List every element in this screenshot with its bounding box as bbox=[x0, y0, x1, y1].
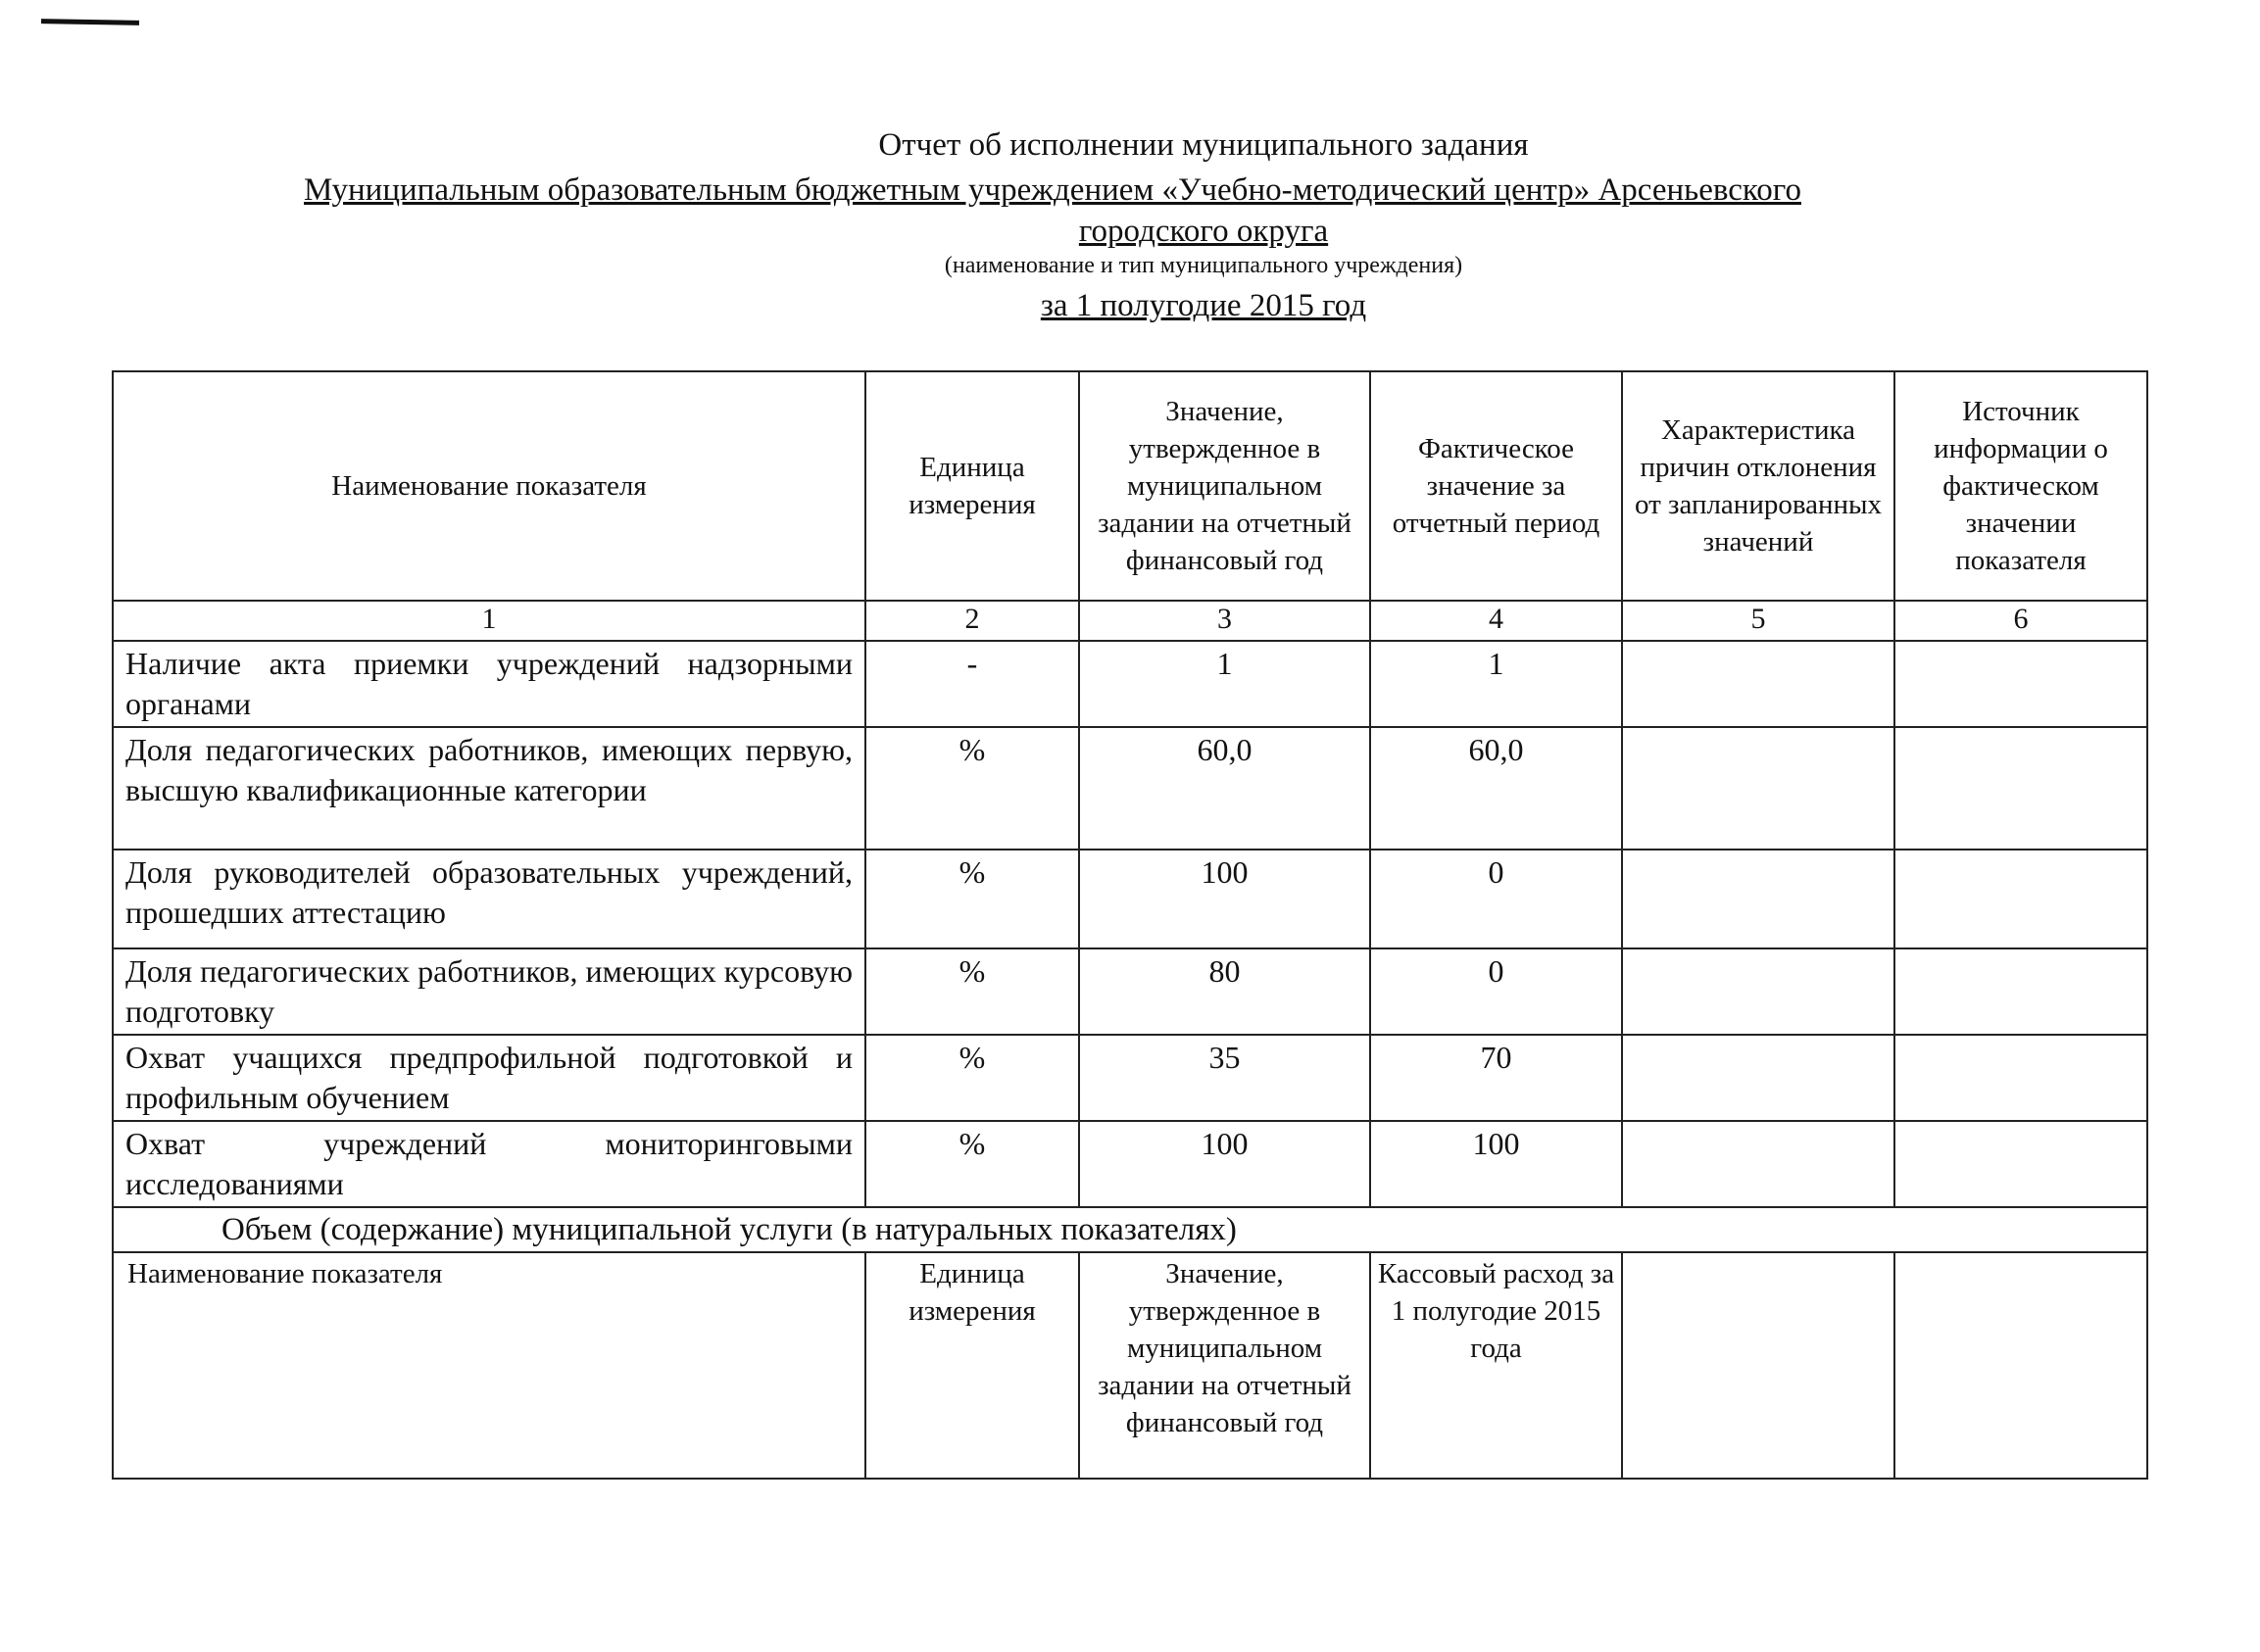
unit: % bbox=[865, 850, 1079, 948]
indicator-name: Доля руководителей образовательных учреждений, прошедших аттестацию bbox=[113, 850, 865, 948]
header-cell: Фактическое значение за отчетный период bbox=[1370, 371, 1622, 601]
header-cell: Наименование показателя bbox=[113, 371, 865, 601]
header-cell: Значение, утвержденное в муниципальном задании на отчетный финансовый год bbox=[1079, 371, 1370, 601]
unit: % bbox=[865, 1121, 1079, 1207]
indicator-name: Доля педагогических работников, имеющих курсовую подготовку bbox=[113, 948, 865, 1035]
unit: % bbox=[865, 948, 1079, 1035]
institution-name: Муниципальным образовательным бюджетным учреждением «Учебно-методический центр» Арсеньевского bbox=[304, 172, 1801, 208]
column-number: 5 bbox=[1622, 601, 1894, 641]
volume-header-row bbox=[113, 1252, 2147, 1479]
report-title: Отчет об исполнении муниципального задания bbox=[878, 127, 1529, 163]
header-cell: Характеристика причин отклонения от запланированных значений bbox=[1622, 371, 1894, 601]
plan-value: 100 bbox=[1079, 1121, 1370, 1207]
header-cell: Источник информации о фактическом значении показателя bbox=[1894, 371, 2147, 601]
indicator-name: Доля педагогических работников, имеющих первую, высшую квалификационные категории bbox=[113, 727, 865, 850]
report-period: за 1 полугодие 2015 год bbox=[1040, 288, 1367, 323]
header-cell: Значение, утвержденное в муниципальном задании на отчетный финансовый год bbox=[1079, 1252, 1370, 1479]
column-number: 4 bbox=[1370, 601, 1622, 641]
source bbox=[1894, 1121, 2147, 1207]
column-number: 6 bbox=[1894, 601, 2147, 641]
fact-value: 0 bbox=[1370, 948, 1622, 1035]
table-row bbox=[113, 641, 2147, 727]
fact-value: 1 bbox=[1370, 641, 1622, 727]
reason bbox=[1622, 641, 1894, 727]
indicator-name: Охват учащихся предпрофильной подготовкой и профильным обучением bbox=[113, 1035, 865, 1121]
header-row bbox=[113, 371, 2147, 601]
reason bbox=[1622, 1121, 1894, 1207]
empty-cell bbox=[1622, 1252, 1894, 1479]
source bbox=[1894, 641, 2147, 727]
table-row bbox=[113, 727, 2147, 850]
reason bbox=[1622, 727, 1894, 850]
column-number-row bbox=[113, 601, 2147, 641]
unit: - bbox=[865, 641, 1079, 727]
unit: % bbox=[865, 727, 1079, 850]
column-number: 3 bbox=[1079, 601, 1370, 641]
table-row bbox=[113, 1035, 2147, 1121]
fact-value: 60,0 bbox=[1370, 727, 1622, 850]
header-cell: Единица измерения bbox=[865, 371, 1079, 601]
header-cell: Единица измерения bbox=[865, 1252, 1079, 1479]
source bbox=[1894, 727, 2147, 850]
source bbox=[1894, 1035, 2147, 1121]
unit: % bbox=[865, 1035, 1079, 1121]
reason bbox=[1622, 1035, 1894, 1121]
section-title: Объем (содержание) муниципальной услуги (в натуральных показателях) bbox=[113, 1207, 2147, 1252]
plan-value: 1 bbox=[1079, 641, 1370, 727]
section-row bbox=[113, 1207, 2147, 1252]
indicator-name: Наличие акта приемки учреждений надзорными органами bbox=[113, 641, 865, 727]
table-row bbox=[113, 1121, 2147, 1207]
source bbox=[1894, 948, 2147, 1035]
scan-mark bbox=[41, 19, 139, 25]
fact-value: 0 bbox=[1370, 850, 1622, 948]
empty-cell bbox=[1894, 1252, 2147, 1479]
caption: (наименование и тип муниципального учреждения) bbox=[944, 253, 1463, 278]
table-row bbox=[113, 850, 2147, 948]
plan-value: 35 bbox=[1079, 1035, 1370, 1121]
plan-value: 80 bbox=[1079, 948, 1370, 1035]
header-cell: Кассовый расход за 1 полугодие 2015 года bbox=[1370, 1252, 1622, 1479]
plan-value: 100 bbox=[1079, 850, 1370, 948]
fact-value: 70 bbox=[1370, 1035, 1622, 1121]
column-number: 1 bbox=[113, 601, 865, 641]
report-table bbox=[112, 370, 2148, 1480]
fact-value: 100 bbox=[1370, 1121, 1622, 1207]
indicator-name: Охват учреждений мониторинговыми исследованиями bbox=[113, 1121, 865, 1207]
source bbox=[1894, 850, 2147, 948]
reason bbox=[1622, 948, 1894, 1035]
column-number: 2 bbox=[865, 601, 1079, 641]
reason bbox=[1622, 850, 1894, 948]
institution-name-cont: городского округа bbox=[1078, 214, 1329, 249]
plan-value: 60,0 bbox=[1079, 727, 1370, 850]
table-row bbox=[113, 948, 2147, 1035]
header-cell: Наименование показателя bbox=[113, 1252, 865, 1479]
